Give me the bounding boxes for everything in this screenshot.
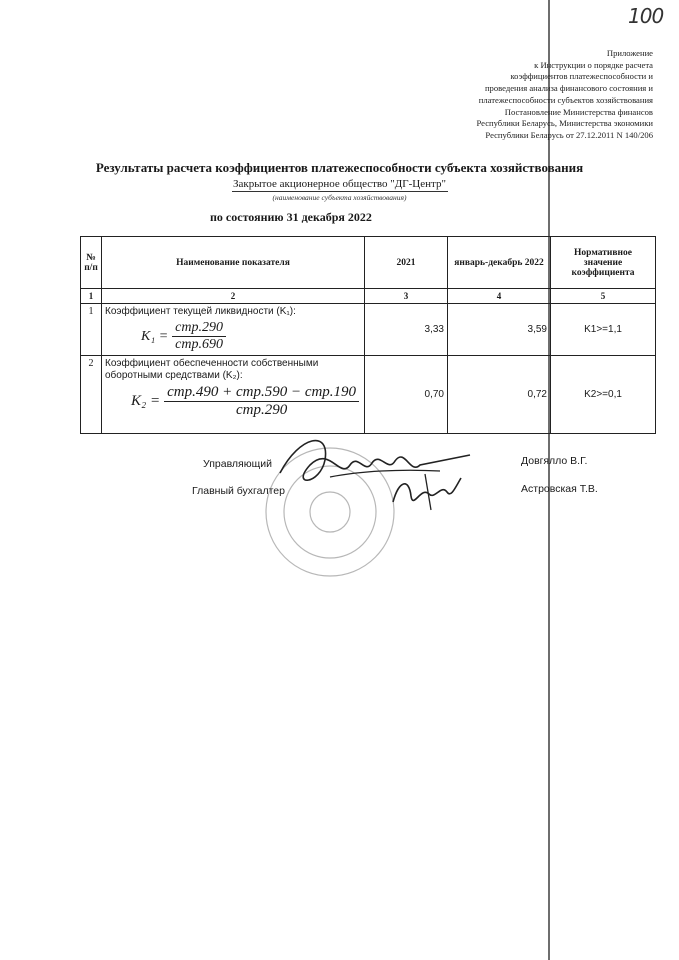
appendix-line: Республики Беларусь, Министерства экономики (476, 118, 653, 129)
formula-fraction (164, 384, 359, 419)
value-2022: 3,59 (448, 304, 551, 356)
formula-lhs: K₂ = (131, 393, 161, 409)
appendix-line: Республики Беларусь от 27.12.2011 N 140/206 (485, 129, 653, 140)
organization-caption: (наименование субъекта хозяйствования) (272, 193, 407, 202)
accountant-name: Астровская Т.В. (521, 483, 598, 495)
appendix-line: проведения анализа финансового состояния и (484, 83, 653, 94)
formula-numerator: стр.490 + стр.590 − стр.190 (164, 384, 359, 402)
appendix-line: Постановление Министерства финансов (504, 106, 653, 117)
table-header-row (81, 237, 656, 289)
as-of-date: по состоянию 31 декабря 2022 (210, 210, 372, 224)
results-table (80, 236, 656, 434)
col-number: 1 (81, 289, 102, 304)
formula-fraction (172, 320, 226, 353)
indicator-cell (102, 304, 365, 356)
col-number: 2 (102, 289, 365, 304)
value-2021: 0,70 (365, 356, 448, 434)
organization-name: Закрытое акционерное общество "ДГ-Центр" (233, 178, 446, 190)
col-number: 4 (448, 289, 551, 304)
norm-value: K2>=0,1 (551, 356, 656, 434)
indicator-name: Коэффициент текущей ликвидности (K₁): (105, 306, 296, 317)
manager-name: Довгялло В.Г. (521, 455, 588, 467)
column-number-row (81, 289, 656, 304)
formula-k1 (141, 320, 361, 353)
formula-denominator: стр.690 (175, 337, 223, 352)
indicator-name-line: оборотными средствами (K₂): (105, 370, 243, 381)
appendix-line: к Инструкции о порядке расчета (534, 59, 653, 70)
appendix-note (477, 48, 654, 142)
organization-underline (232, 191, 448, 192)
appendix-line: коэффициентов платежеспособности и (510, 71, 653, 82)
table-row (81, 356, 656, 434)
value-2021: 3,33 (365, 304, 448, 356)
row-number: 2 (81, 356, 102, 434)
row-number: 1 (81, 304, 102, 356)
value-2022: 0,72 (448, 356, 551, 434)
accountant-label: Главный бухгалтер (192, 485, 285, 497)
accountant-signature (385, 470, 465, 515)
header-num: № п/п (81, 237, 102, 289)
header-name: Наименование показателя (102, 237, 365, 289)
table-row (81, 304, 656, 356)
col-number: 5 (551, 289, 656, 304)
scan-fold-line (548, 0, 550, 960)
formula-denominator: стр.290 (235, 402, 288, 418)
norm-value: K1>=1,1 (551, 304, 656, 356)
col-number: 3 (365, 289, 448, 304)
manager-label: Управляющий (203, 458, 272, 470)
formula-k2 (131, 384, 361, 419)
document-title: Результаты расчета коэффициентов платежеспособности субъекта хозяйствования (95, 160, 584, 175)
header-norm: Нормативное значение коэффициента (551, 237, 656, 289)
appendix-line: Приложение (606, 48, 653, 58)
header-2022: январь-декабрь 2022 (448, 237, 551, 289)
formula-numerator: стр.290 (172, 320, 226, 337)
indicator-cell (102, 356, 365, 434)
appendix-line: платежеспособности субъектов хозяйствования (478, 94, 653, 105)
formula-lhs: K₁ = (141, 328, 169, 344)
indicator-name-line: Коэффициент обеспеченности собственными (105, 358, 319, 369)
page-number: 100 (628, 4, 664, 28)
header-2021: 2021 (365, 237, 448, 289)
